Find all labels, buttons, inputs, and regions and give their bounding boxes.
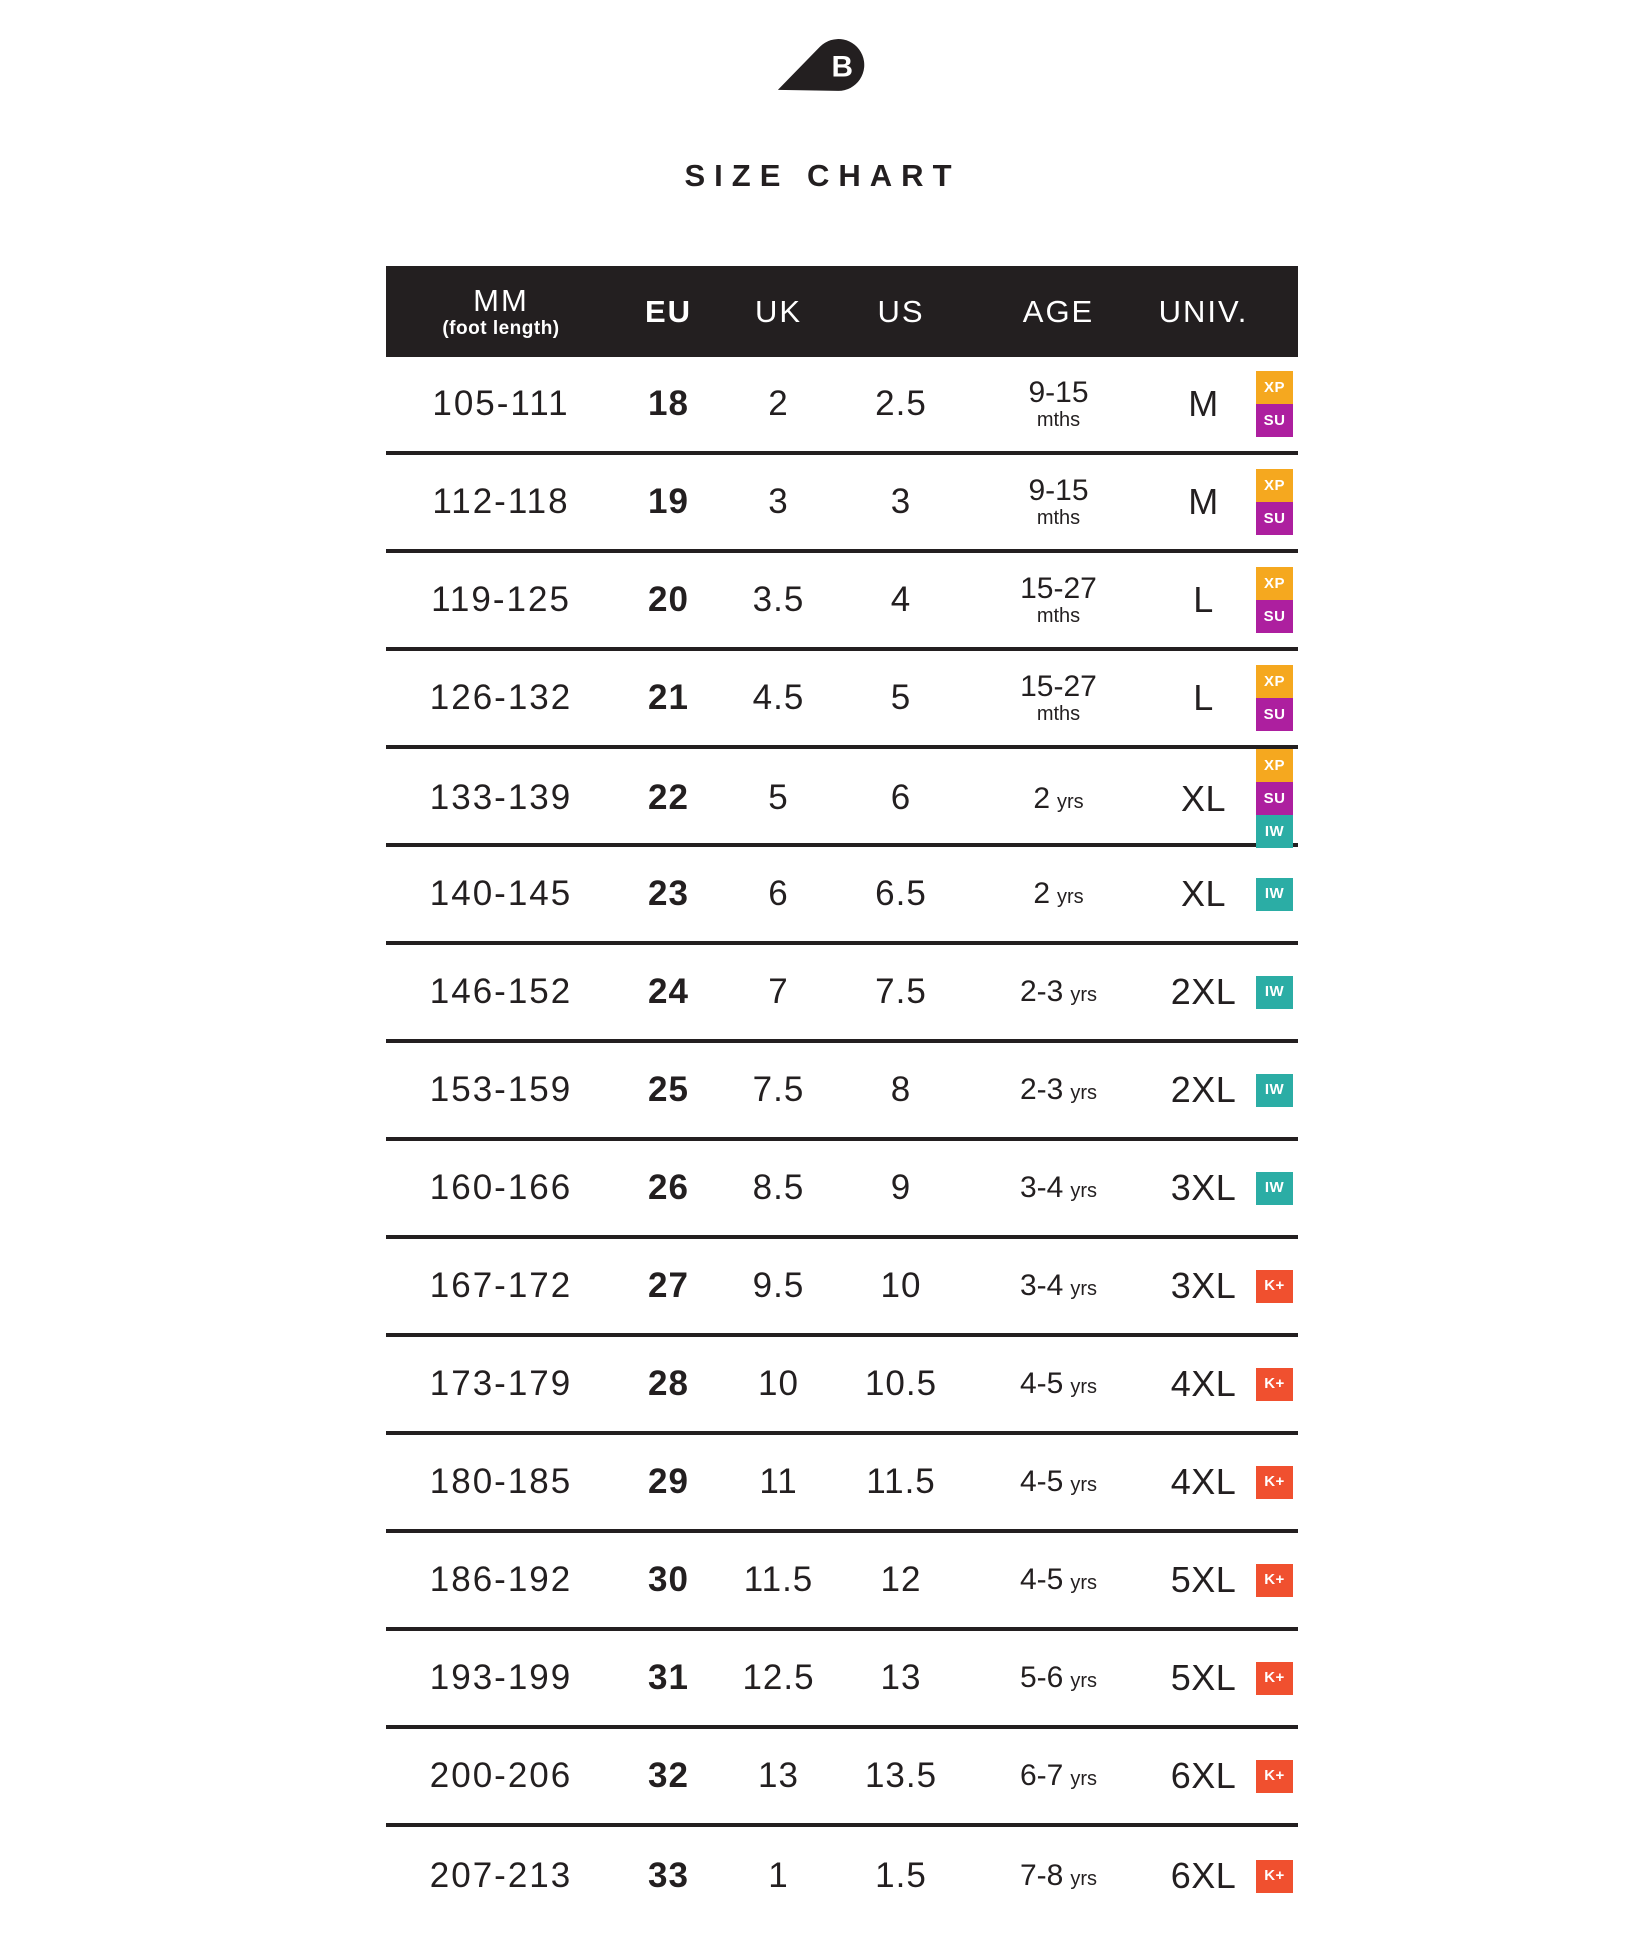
cell-us-size: 11.5: [866, 1461, 936, 1501]
table-row: [386, 455, 1298, 553]
table-row: [386, 1239, 1298, 1337]
table-row: [386, 1533, 1298, 1631]
cell-uk-size: 9.5: [752, 1265, 805, 1305]
age-value: 7-8: [1019, 1859, 1064, 1893]
cell-us-size: 7.5: [875, 971, 927, 1011]
cell-uk-size: 12.5: [742, 1657, 815, 1697]
cell-age: [966, 1074, 1151, 1106]
table-row: [386, 847, 1298, 945]
cell-age: [966, 1368, 1151, 1400]
cell-uk-size: 11.5: [743, 1559, 814, 1599]
age-value: 3-4: [1019, 1171, 1064, 1205]
badge-su: SU: [1256, 698, 1293, 731]
badge-su: SU: [1256, 502, 1293, 535]
cell-style-badges: [1256, 1631, 1298, 1725]
brand-b-logo-letter: B: [831, 50, 853, 84]
cell-age: [966, 475, 1151, 529]
cell-us-size: 10: [880, 1265, 922, 1305]
cell-uk-size: 3.5: [752, 579, 805, 619]
size-table: [386, 266, 1298, 1925]
brand-b-logo: [775, 34, 871, 94]
cell-uk-size: 5: [768, 778, 789, 818]
badge-k-plus: K+: [1256, 1368, 1293, 1401]
cell-us-size: 6: [890, 778, 912, 818]
cell-mm-range: 153-159: [429, 1069, 573, 1109]
age-value: 9-15: [1028, 474, 1089, 508]
cell-uk-size: 7.5: [752, 1069, 805, 1109]
table-row: [386, 1631, 1298, 1729]
badge-k-plus: K+: [1256, 1662, 1293, 1695]
cell-eu-size: 25: [648, 1069, 689, 1109]
badge-k-plus: K+: [1256, 1564, 1293, 1597]
cell-univ-size: L: [1193, 579, 1214, 621]
table-row: [386, 1827, 1298, 1925]
badge-iw: IW: [1256, 878, 1293, 911]
cell-uk-size: 13: [758, 1755, 799, 1795]
cell-eu-size: 27: [648, 1265, 689, 1305]
age-unit: yrs: [1070, 1572, 1098, 1595]
badge-su: SU: [1256, 404, 1293, 437]
cell-style-badges: [1256, 847, 1298, 941]
cell-univ-size: XL: [1180, 873, 1227, 915]
cell-mm-range: 119-125: [431, 579, 571, 619]
cell-style-badges: [1256, 651, 1298, 745]
cell-univ-size: 2XL: [1170, 1069, 1237, 1111]
column-header-univ: UNIV.: [1158, 294, 1249, 329]
cell-uk-size: 7: [768, 971, 789, 1011]
cell-eu-size: 22: [648, 778, 689, 818]
cell-uk-size: 10: [758, 1363, 799, 1403]
cell-style-badges: [1256, 1827, 1298, 1925]
cell-mm-range: 140-145: [429, 873, 573, 913]
table-header-row: [386, 266, 1298, 357]
age-value: 2-3: [1019, 975, 1064, 1009]
badge-k-plus: K+: [1256, 1760, 1293, 1793]
cell-uk-size: 4.5: [752, 677, 805, 717]
cell-style-badges: [1256, 1337, 1298, 1431]
cell-eu-size: 20: [648, 579, 689, 619]
badge-xp: XP: [1256, 567, 1293, 600]
cell-univ-size: 6XL: [1170, 1755, 1237, 1797]
cell-style-badges: [1256, 1729, 1298, 1823]
table-row: [386, 749, 1298, 847]
cell-mm-range: 112-118: [432, 481, 570, 521]
cell-us-size: 4: [890, 579, 912, 619]
cell-us-size: 2.5: [875, 383, 927, 423]
column-header-mm: [386, 285, 616, 338]
badge-su: SU: [1256, 782, 1293, 815]
cell-univ-size: 4XL: [1170, 1461, 1237, 1503]
cell-eu-size: 32: [648, 1755, 689, 1795]
age-unit: yrs: [1070, 1868, 1098, 1891]
badge-k-plus: K+: [1256, 1860, 1293, 1893]
cell-age: [966, 878, 1151, 910]
cell-style-badges: [1256, 1533, 1298, 1627]
cell-style-badges: [1256, 553, 1298, 647]
age-unit: yrs: [1070, 1376, 1098, 1399]
age-value: 4-5: [1019, 1367, 1064, 1401]
badge-xp: XP: [1256, 665, 1293, 698]
cell-univ-size: M: [1188, 481, 1219, 523]
cell-uk-size: 6: [768, 873, 789, 913]
age-unit: yrs: [1057, 790, 1084, 813]
column-header-us: US: [877, 294, 925, 329]
cell-us-size: 13: [880, 1657, 922, 1697]
cell-univ-size: 2XL: [1170, 971, 1237, 1013]
cell-eu-size: 33: [648, 1855, 689, 1895]
cell-univ-size: 5XL: [1170, 1559, 1237, 1601]
cell-us-size: 9: [890, 1167, 912, 1207]
age-unit: mths: [1036, 702, 1081, 725]
age-value: 2: [1033, 877, 1050, 911]
cell-eu-size: 28: [648, 1363, 689, 1403]
age-unit: mths: [1036, 604, 1081, 627]
table-row: [386, 553, 1298, 651]
age-unit: yrs: [1057, 886, 1084, 909]
badge-k-plus: K+: [1256, 1466, 1293, 1499]
cell-mm-range: 105-111: [432, 383, 570, 423]
cell-age: [966, 1564, 1151, 1596]
cell-age: [966, 377, 1151, 431]
cell-mm-range: 180-185: [429, 1461, 573, 1501]
cell-style-badges: [1256, 749, 1298, 848]
cell-eu-size: 19: [648, 481, 689, 521]
cell-us-size: 12: [880, 1559, 922, 1599]
cell-eu-size: 23: [648, 873, 689, 913]
age-value: 15-27: [1020, 670, 1097, 704]
cell-uk-size: 1: [768, 1855, 789, 1895]
age-unit: yrs: [1070, 1278, 1098, 1301]
cell-mm-range: 186-192: [429, 1559, 573, 1599]
age-unit: yrs: [1070, 984, 1098, 1007]
cell-age: [966, 671, 1151, 725]
table-row: [386, 1435, 1298, 1533]
cell-us-size: 6.5: [875, 873, 927, 913]
cell-us-size: 5: [890, 677, 912, 717]
age-unit: yrs: [1070, 1768, 1098, 1791]
age-value: 2: [1033, 781, 1050, 815]
cell-age: [966, 1860, 1151, 1892]
cell-eu-size: 21: [648, 677, 689, 717]
age-value: 6-7: [1019, 1759, 1064, 1793]
age-value: 4-5: [1019, 1563, 1064, 1597]
badge-xp: XP: [1256, 749, 1293, 782]
cell-us-size: 13.5: [864, 1755, 938, 1795]
column-header-uk: UK: [754, 294, 803, 329]
cell-univ-size: 3XL: [1170, 1265, 1237, 1307]
cell-univ-size: 4XL: [1170, 1363, 1237, 1405]
table-row: [386, 1043, 1298, 1141]
age-value: 3-4: [1019, 1269, 1064, 1303]
badge-su: SU: [1256, 600, 1293, 633]
cell-univ-size: 3XL: [1170, 1167, 1237, 1209]
cell-age: [966, 1172, 1151, 1204]
page-title: SIZE CHART: [684, 158, 961, 193]
badge-iw: IW: [1256, 815, 1293, 848]
cell-eu-size: 31: [648, 1657, 689, 1697]
cell-age: [966, 976, 1151, 1008]
badge-iw: IW: [1256, 1172, 1293, 1205]
cell-mm-range: 146-152: [429, 971, 573, 1011]
cell-eu-size: 29: [648, 1461, 689, 1501]
badge-xp: XP: [1256, 469, 1293, 502]
cell-eu-size: 18: [648, 383, 689, 423]
cell-uk-size: 11: [759, 1461, 798, 1501]
cell-us-size: 8: [890, 1069, 912, 1109]
cell-uk-size: 3: [768, 481, 789, 521]
table-row: [386, 651, 1298, 749]
badge-xp: XP: [1256, 371, 1293, 404]
badge-iw: IW: [1256, 1074, 1293, 1107]
cell-style-badges: [1256, 1141, 1298, 1235]
cell-style-badges: [1256, 945, 1298, 1039]
cell-age: [966, 1466, 1151, 1498]
table-row: [386, 945, 1298, 1043]
cell-mm-range: 133-139: [429, 778, 573, 818]
cell-age: [966, 1270, 1151, 1302]
column-header-eu: EU: [644, 294, 693, 329]
cell-style-badges: [1256, 1435, 1298, 1529]
age-unit: yrs: [1070, 1474, 1098, 1497]
table-row: [386, 1141, 1298, 1239]
cell-eu-size: 24: [648, 971, 689, 1011]
cell-age: [966, 1662, 1151, 1694]
cell-style-badges: [1256, 357, 1298, 451]
cell-univ-size: 5XL: [1170, 1657, 1237, 1699]
cell-mm-range: 126-132: [429, 677, 573, 717]
cell-univ-size: L: [1193, 677, 1214, 719]
cell-univ-size: XL: [1180, 777, 1227, 819]
cell-mm-range: 173-179: [429, 1363, 573, 1403]
cell-mm-range: 167-172: [429, 1265, 573, 1305]
cell-style-badges: [1256, 1043, 1298, 1137]
cell-style-badges: [1256, 1239, 1298, 1333]
age-unit: yrs: [1070, 1180, 1098, 1203]
age-unit: yrs: [1070, 1670, 1098, 1693]
table-row: [386, 357, 1298, 455]
cell-univ-size: 6XL: [1170, 1855, 1237, 1897]
cell-us-size: 1.5: [875, 1855, 927, 1895]
cell-us-size: 10.5: [864, 1363, 938, 1403]
cell-eu-size: 26: [648, 1167, 689, 1207]
age-value: 15-27: [1020, 572, 1097, 606]
age-value: 2-3: [1019, 1073, 1064, 1107]
cell-us-size: 3: [890, 481, 912, 521]
cell-age: [966, 573, 1151, 627]
cell-mm-range: 207-213: [429, 1855, 573, 1895]
cell-mm-range: 200-206: [429, 1755, 573, 1795]
cell-style-badges: [1256, 455, 1298, 549]
cell-uk-size: 2: [768, 383, 789, 423]
badge-iw: IW: [1256, 976, 1293, 1009]
size-table-body: [386, 357, 1298, 1925]
age-unit: yrs: [1070, 1082, 1098, 1105]
badge-k-plus: K+: [1256, 1270, 1293, 1303]
table-row: [386, 1729, 1298, 1827]
cell-mm-range: 160-166: [429, 1167, 573, 1207]
cell-mm-range: 193-199: [429, 1657, 573, 1697]
age-unit: mths: [1036, 408, 1081, 431]
table-row: [386, 1337, 1298, 1435]
age-unit: mths: [1036, 506, 1081, 529]
column-header-mm-sublabel: (foot length): [442, 318, 560, 339]
age-value: 5-6: [1019, 1661, 1064, 1695]
age-value: 9-15: [1028, 376, 1089, 410]
cell-age: [966, 1760, 1151, 1792]
cell-age: [966, 783, 1151, 815]
cell-eu-size: 30: [648, 1559, 689, 1599]
cell-uk-size: 8.5: [752, 1167, 805, 1207]
cell-univ-size: M: [1188, 383, 1219, 425]
column-header-age: AGE: [1022, 294, 1095, 329]
column-header-mm-label: MM: [473, 283, 529, 318]
age-value: 4-5: [1019, 1465, 1064, 1499]
